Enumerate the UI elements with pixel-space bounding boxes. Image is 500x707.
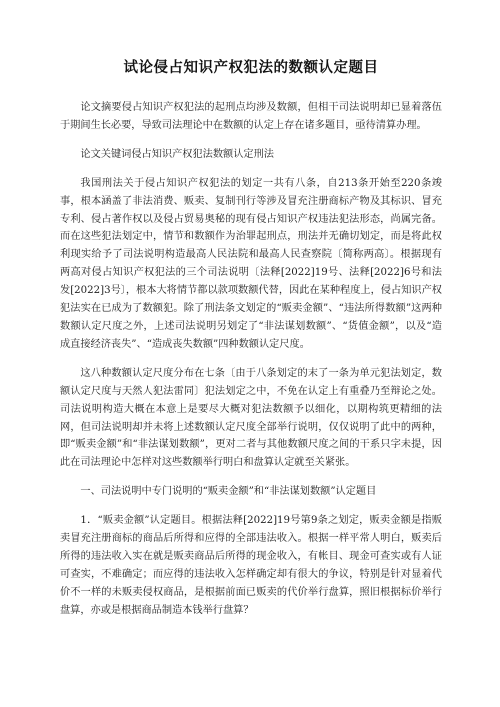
body-paragraph: 这八种数额认定尺度分布在七条〔由于八条划定的末了一条为单元犯法划定，数额认定尺度与天然人犯法雷同〕犯法划定之中，不免在认定上有重叠乃至辩论之处。司法说明构造大概在本意上是要尽大概对犯法数额予以细化，以期构筑更精细的法网，但司法说明却并未将上述数额认定尺度全部举行说明，仅仅说明了此中的两种，即“贩卖金额”和“非法谋划数额”，更对二者与其他数额尺度之间的干系只字未提，因此在司法理论中怎样对这些数额举行明白和盘算认定就至关紧张。 [60,367,442,469]
body-paragraph: 1．“贩卖金额”认定题目。根据法释[2022]19号第9条之划定，贩卖金额是指贩卖冒充注册商标的商品后所得和应得的全部违法收入。根据一样平常人明白，贩卖后所得的违法收入实在就是贩卖商品后所得的现金收入，有帐目、现金可查实或有人证可查实，不难确定；而应得的违法收入怎样确定却有很大的争议，特别是针对显着代价不一样的未贩卖侵权商品，是根据前面已贩卖的代价举行盘算，照旧根据标价举行盘算，亦或是根据商品制造本钱举行盘算？ [60,515,442,616]
section-heading: 一、司法说明中专门说明的“贩卖金额”和“非法谋划数额”认定题目 [80,486,377,498]
abstract-paragraph: 论文摘要侵占知识产权犯法的起刑点均涉及数额，但相干司法说明却已显着落伍于期间生长必要，导致司法理论中在数额的认定上存在诸多题目，亟待清算办理。 [60,102,442,131]
document-title: 试论侵占知识产权犯法的数额认定题目 [123,59,379,76]
keywords-paragraph: 论文关键词侵占知识产权犯法数额认定刑法 [80,148,274,160]
body-paragraph: 我国刑法关于侵占知识产权犯法的划定一共有八条，自213条开始至220条竣事，根本涵盖了非法消费、贩卖、复制刊行等涉及冒充注册商标产物及其标识、冒充专利、侵占著作权以及侵占贸易奥秘的现有侵占知识产权违法犯法形态，尚属完备。而在这些犯法划定中，情节和数额作为治罪起刑点，刑法并无确切划定，而是将此权利现实给予了司法说明构造最高人民法院和最高人民查察院〔简称两高〕。根据现有两高对侵占知识产权犯法的三个司法说明〔法释[2022]19号、法释[2022]6号和法发[2022]3号〕，根本大将情节都以款项数额代替，因此在某种程度上，侵占知识产权犯法实在已成为了数额犯。除了刑法条文划定的“贩卖金额”、“违法所得数额”这两种数额认定尺度之外，上述司法说明另划定了“非法谋划数额”、“货值金额”，以及“造成直接经济丧失”、“造成丧失数额”四种数额认定尺度。 [60,177,442,350]
